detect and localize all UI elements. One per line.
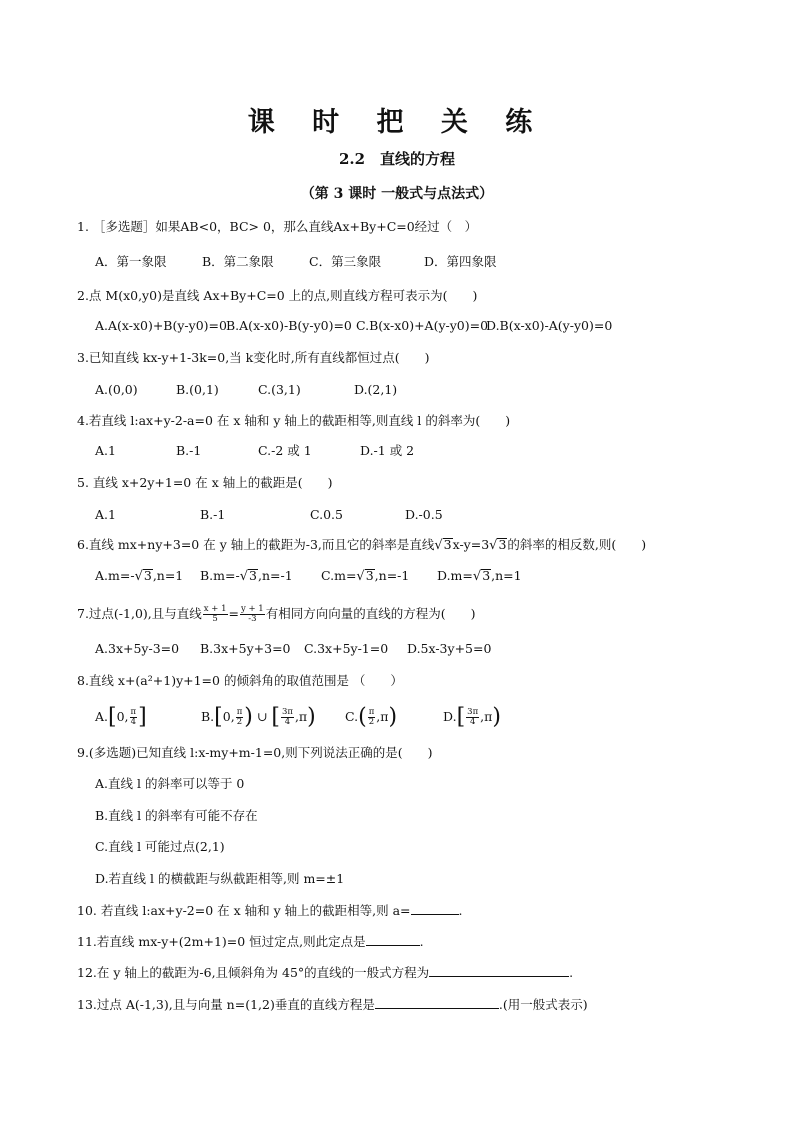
fraction-numerator: π xyxy=(236,707,243,717)
fraction xyxy=(236,708,244,727)
question-8-option-d xyxy=(443,704,501,730)
sqrt-radicand: 3 xyxy=(443,537,452,552)
fraction xyxy=(130,708,138,727)
question-5-option-b: B.-1 xyxy=(200,507,226,522)
option-text: ,n=-1 xyxy=(374,568,410,583)
option-text: D.m= xyxy=(437,568,473,583)
question-2-stem: 2.点 M(x0,y0)是直线 Ax+By+C=0 上的点,则直线方程可表示为( ) xyxy=(77,288,478,303)
right-bracket: ) xyxy=(307,704,316,730)
left-bracket: [ xyxy=(456,704,466,730)
fraction-denominator: 4 xyxy=(469,717,476,727)
question-text: . xyxy=(569,965,574,980)
question-6-option-b xyxy=(200,568,293,585)
question-text: . xyxy=(458,903,463,918)
question-7-option-d: D.5x-3y+5=0 xyxy=(407,641,492,656)
right-bracket: ) xyxy=(492,704,501,730)
fraction-numerator: π xyxy=(368,707,375,717)
fraction-denominator: 2 xyxy=(368,717,375,727)
question-1-option-b: B．第二象限 xyxy=(202,254,274,269)
fraction-denominator: -3 xyxy=(248,614,257,624)
question-7-stem xyxy=(77,602,476,626)
option-text: 0, xyxy=(116,709,129,724)
question-5-stem: 5. 直线 x+2y+1=0 在 x 轴上的截距是( ) xyxy=(77,475,333,490)
sqrt-sign: √ xyxy=(134,569,143,584)
option-text: A.m=- xyxy=(95,568,135,583)
question-text: 12.在 y 轴上的截距为-6,且倾斜角为 45°的直线的一般式方程为 xyxy=(77,965,430,980)
fraction xyxy=(466,708,479,727)
lesson-subtitle: （第 3 课时 一般式与点法式） xyxy=(300,186,494,202)
question-4-option-d: D.-1 或 2 xyxy=(360,443,415,458)
question-6-option-c xyxy=(321,568,409,585)
option-text: ,n=-1 xyxy=(257,568,293,583)
question-5-option-a: A.1 xyxy=(95,507,116,522)
question-2-option-b: B.A(x-x0)-B(y-y0)=0 xyxy=(226,318,352,333)
answer-blank[interactable] xyxy=(375,996,499,1009)
left-bracket: [ xyxy=(271,704,280,730)
option-text: C.m= xyxy=(321,568,357,583)
question-12-stem xyxy=(77,964,573,981)
fraction xyxy=(203,605,228,624)
question-1-option-d: D．第四象限 xyxy=(424,254,497,269)
question-7-stem-text-b: 有相同方向向量的直线的方程为( ) xyxy=(265,606,476,621)
option-label: A. xyxy=(95,709,109,724)
sqrt-sign: √ xyxy=(472,569,482,584)
question-9-option-d: D.若直线 l 的横截距与纵截距相等,则 m=±1 xyxy=(95,871,345,886)
question-6-stem-text-a: 6.直线 mx+ny+3=0 在 y 轴上的截距为-3,而且它的斜率是直线 xyxy=(77,537,435,552)
question-9-stem: 9.(多选题)已知直线 l:x-my+m-1=0,则下列说法正确的是( ) xyxy=(77,745,433,760)
section-title: 2.2 直线的方程 xyxy=(338,150,456,168)
answer-blank[interactable] xyxy=(411,902,459,915)
sqrt-sign: √ xyxy=(489,538,498,553)
question-3-option-d: D.(2,1) xyxy=(354,382,398,397)
question-text: 13.过点 A(-1,3),且与向量 n=(1,2)垂直的直线方程是 xyxy=(77,997,375,1012)
question-6-stem xyxy=(77,537,646,554)
question-10-stem xyxy=(77,902,463,919)
question-7-stem-text-a: 7.过点(-1,0),且与直线 xyxy=(77,606,202,621)
question-text: 11.若直线 mx-y+(2m+1)=0 恒过定点,则此定点是 xyxy=(77,934,366,949)
right-bracket: ] xyxy=(138,704,147,730)
left-bracket: [ xyxy=(214,704,223,730)
question-13-stem xyxy=(77,996,588,1013)
question-4-stem: 4.若直线 l:ax+y-2-a=0 在 x 轴和 y 轴上的截距相等,则直线 l 的斜率为( ) xyxy=(77,413,511,428)
fraction-numerator: x + 1 xyxy=(203,604,227,614)
question-1-option-a: A．第一象限 xyxy=(95,254,167,269)
question-text: .(用一般式表示) xyxy=(498,997,588,1012)
question-4-option-c: C.-2 或 1 xyxy=(258,443,312,458)
question-1-option-c: C．第三象限 xyxy=(309,254,382,269)
fraction-numerator: 3π xyxy=(467,707,479,717)
sqrt-radicand: 3 xyxy=(249,568,257,583)
question-4-option-b: B.-1 xyxy=(176,443,202,458)
answer-blank[interactable] xyxy=(366,933,420,946)
option-text: ,n=1 xyxy=(491,568,522,583)
sqrt-radicand: 3 xyxy=(498,537,507,552)
option-text: ,π xyxy=(480,709,493,724)
option-text: ,π xyxy=(376,709,389,724)
sqrt-sign: √ xyxy=(356,569,365,584)
fraction xyxy=(240,605,265,624)
question-8-option-a xyxy=(95,704,147,730)
question-8-stem: 8.直线 x+(a²+1)y+1=0 的倾斜角的取值范围是 （ ） xyxy=(77,673,403,688)
sqrt-radicand: 3 xyxy=(143,568,152,583)
question-6-option-d xyxy=(437,568,522,585)
option-text: ,n=1 xyxy=(152,568,184,583)
question-9-option-b: B.直线 l 的斜率有可能不存在 xyxy=(95,808,258,823)
sqrt-sign: √ xyxy=(434,538,443,553)
page-title: 课 时 把 关 练 xyxy=(247,107,547,138)
question-2-option-d: D.B(x-x0)-A(y-y0)=0 xyxy=(486,318,613,333)
question-5-option-d: D.-0.5 xyxy=(405,507,443,522)
answer-blank[interactable] xyxy=(429,964,569,977)
question-3-stem: 3.已知直线 kx-y+1-3k=0,当 k变化时,所有直线都恒过点( ) xyxy=(77,350,430,365)
question-text: . xyxy=(419,934,424,949)
fraction-numerator: y + 1 xyxy=(240,604,264,614)
question-2-option-c: C.B(x-x0)+A(y-y0)=0 xyxy=(356,318,489,333)
equals-sign: = xyxy=(228,606,239,621)
question-6-option-a xyxy=(95,568,183,585)
question-3-option-a: A.(0,0) xyxy=(95,382,138,397)
question-4-option-a: A.1 xyxy=(95,443,116,458)
fraction-denominator: 4 xyxy=(130,717,137,727)
question-7-option-b: B.3x+5y+3=0 xyxy=(200,641,291,656)
option-text: 0, xyxy=(222,709,235,724)
question-3-option-c: C.(3,1) xyxy=(258,382,301,397)
left-bracket: ( xyxy=(358,704,367,730)
question-7-option-a: A.3x+5y-3=0 xyxy=(95,641,180,656)
sqrt-radicand: 3 xyxy=(482,568,491,583)
sqrt-radicand: 3 xyxy=(365,568,374,583)
question-8-option-c xyxy=(345,704,397,730)
question-11-stem xyxy=(77,933,424,950)
question-2-option-a: A.A(x-x0)+B(y-y0)=0 xyxy=(95,318,227,333)
left-bracket: [ xyxy=(108,704,117,730)
question-7-option-c: C.3x+5y-1=0 xyxy=(304,641,389,656)
fraction-denominator: 2 xyxy=(236,717,243,727)
question-5-option-c: C.0.5 xyxy=(310,507,343,522)
question-1-stem: 1. ［多选题］如果AB<0，BC> 0，那么直线Ax+By+C=0经过（ ） xyxy=(77,219,478,234)
option-label: B. xyxy=(201,709,215,724)
fraction xyxy=(281,708,294,727)
question-9-option-a: A.直线 l 的斜率可以等于 0 xyxy=(95,776,245,791)
fraction-denominator: 5 xyxy=(212,614,218,624)
question-8-option-b xyxy=(201,704,316,730)
question-3-option-b: B.(0,1) xyxy=(176,382,219,397)
question-6-stem-text-c: 的斜率的相反数,则( ) xyxy=(507,537,647,552)
option-text: ,π xyxy=(294,709,308,724)
fraction xyxy=(368,708,376,727)
fraction-denominator: 4 xyxy=(284,717,291,727)
right-bracket: ) xyxy=(388,704,398,730)
option-label: C. xyxy=(345,709,359,724)
option-label: D. xyxy=(443,709,457,724)
fraction-numerator: 3π xyxy=(281,707,293,717)
question-6-stem-text-b: x-y=3 xyxy=(452,537,490,552)
question-text: 10. 若直线 l:ax+y-2=0 在 x 轴和 y 轴上的截距相等,则 a= xyxy=(77,903,411,918)
question-9-option-c: C.直线 l 可能过点(2,1) xyxy=(95,839,225,854)
fraction-numerator: π xyxy=(130,707,137,717)
sqrt-sign: √ xyxy=(239,569,249,584)
right-bracket: ) xyxy=(244,704,253,730)
option-text: B.m=- xyxy=(200,568,240,583)
union-symbol: ∪ xyxy=(256,709,268,724)
